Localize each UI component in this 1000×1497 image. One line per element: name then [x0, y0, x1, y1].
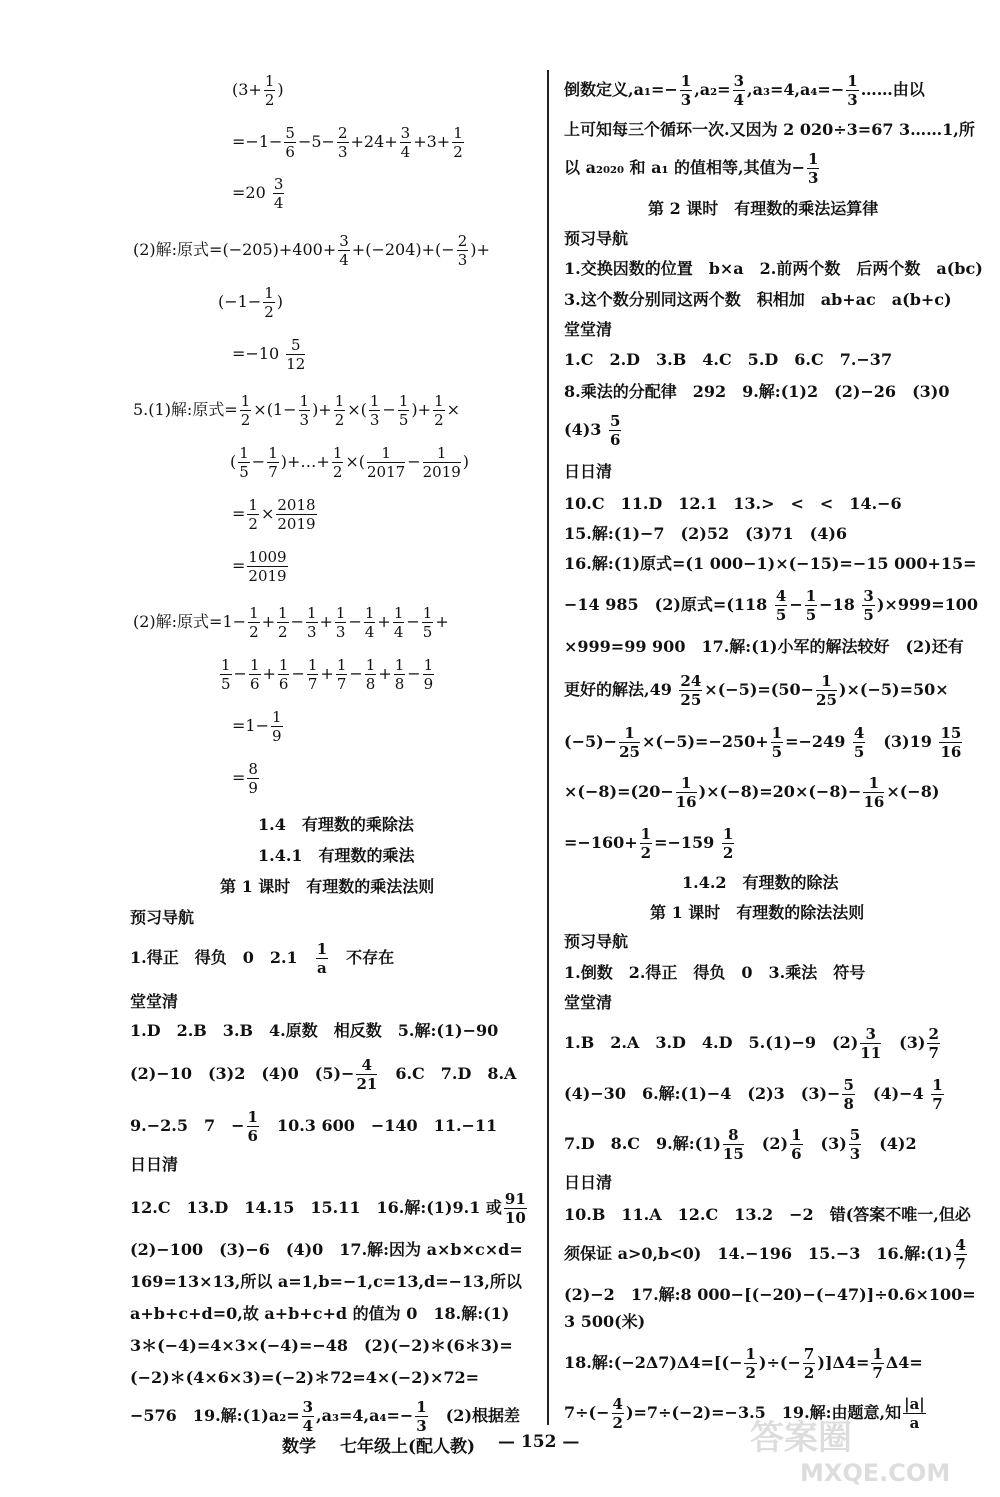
- footer-grade: 七年级上(配人教): [340, 1437, 476, 1457]
- watermark-logo: [740, 1409, 980, 1489]
- math-line: = $\frac{1009}{2019}$: [232, 548, 287, 585]
- subsection-heading: 1.4.2 有理数的除法: [682, 873, 839, 892]
- answer-line: 更好的解法,49 $\frac{24}{25}$ ×(−5)=(50− $\frac{1}{25}$ )×(−5)=50×: [564, 672, 949, 709]
- answer-line: 倒数定义,a₁=− $\frac{1}{3}$ ,a₂= $\frac{3}{4}$ ,a₃=4,a₄=− $\frac{1}{3}$ ……由以: [564, 72, 925, 109]
- lesson-heading: 第 1 课时 有理数的乘法法则: [220, 877, 435, 896]
- answer-line: 以 a₂₀₂₀ 和 a₁ 的值相等,其值为− $\frac{1}{3}$: [564, 150, 819, 187]
- math-line: = $\frac{8}{9}$: [232, 760, 258, 797]
- answer-line: 1.B 2.A 3.D 4.D 5.(1)−9 (2) $\frac{3}{11}$ (3) $\frac{2}{7}$: [564, 1025, 939, 1062]
- part-label: 堂堂清: [564, 993, 613, 1012]
- lesson-heading: 第 2 课时 有理数的乘法运算律: [648, 199, 879, 218]
- answer-line: 169=13×13,所以 a=1,b=−1,c=13,d=−13,所以: [130, 1272, 522, 1291]
- math-line: ( $\frac{1}{5}$ − $\frac{1}{7}$ )+…+ $\frac{1}{2}$ ×( $\frac{1}{2017}$ − $\frac{1}{2019}$ ): [230, 444, 470, 481]
- answer-line: −14 985 (2)原式=(118 $\frac{4}{5}$ − $\frac{1}{5}$ −18 $\frac{3}{5}$ )×999=100: [564, 587, 979, 624]
- lesson-heading: 第 1 课时 有理数的除法法则: [650, 903, 865, 922]
- part-label: 预习导航: [130, 908, 195, 927]
- answer-line: 18.解:(−2Δ7)Δ4=[(− $\frac{1}{2}$ )÷(− $\frac{7}{2}$ )]Δ4= $\frac{1}{7}$ Δ4=: [564, 1345, 923, 1382]
- answer-line: (−2)＊(4×6×3)=(−2)＊72=4×(−2)×72=: [130, 1368, 480, 1387]
- answer-line: 1.C 2.D 3.B 4.C 5.D 6.C 7.−37: [564, 350, 893, 369]
- answer-line: (2)−100 (3)−6 (4)0 17.解:因为 a×b×c×d=: [130, 1240, 523, 1259]
- answer-line: (4)3 $\frac{5}{6}$: [564, 412, 621, 449]
- math-line: = $\frac{1}{2}$ × $\frac{2018}{2019}$: [232, 496, 316, 533]
- answer-line: 7.D 8.C 9.解:(1) $\frac{8}{15}$ (2) $\frac{1}{6}$ (3) $\frac{5}{3}$ (4)2: [564, 1126, 917, 1163]
- answer-line: 10.B 11.A 12.C 13.2 −2 错(答案不唯一,但必: [564, 1205, 971, 1224]
- answer-line: 7÷(− $\frac{4}{2}$ )=7÷(−2)=−3.5 19.解:由题意,知 $\frac{|a|}{a}$: [564, 1395, 925, 1432]
- column-divider: [547, 70, 549, 1425]
- answer-line: 1.得正 得负 0 2.1 $\frac{1}{a}$ 不存在: [130, 940, 395, 977]
- answer-line: 1.交换因数的位置 b×a 2.前两个数 后两个数 a(bc): [564, 259, 983, 278]
- part-label: 堂堂清: [130, 992, 179, 1011]
- math-line: (2)解:原式=1− $\frac{1}{2}$ + $\frac{1}{2}$ − $\frac{1}{3}$ + $\frac{1}{3}$ − $\frac{1}{4}$ + $\frac{1}{4}$ − $\frac{1}{5}$ +: [133, 604, 449, 641]
- answer-line: 上可知每三个循环一次.又因为 2 020÷3=67 3……1,所: [564, 120, 975, 139]
- math-line: (3+ $\frac{1}{2}$ ): [232, 72, 284, 109]
- answer-line: 8.乘法的分配律 292 9.解:(1)2 (2)−26 (3)0: [564, 382, 950, 401]
- answer-line: (2)−2 17.解:8 000−[(−20)−(−47)]÷0.6×100=: [564, 1285, 976, 1304]
- answer-line: ×999=99 900 17.解:(1)小军的解法较好 (2)还有: [564, 637, 964, 656]
- page-number: — 152 —: [498, 1432, 580, 1452]
- answer-line: =−160+ $\frac{1}{2}$ =−159 $\frac{1}{2}$: [564, 825, 734, 862]
- answer-line: −576 19.解:(1)a₂= $\frac{3}{4}$ ,a₃=4,a₄=− $\frac{1}{3}$ (2)根据差: [130, 1398, 521, 1435]
- fraction: $\frac{1}{2}$: [264, 72, 275, 109]
- answer-line: 3.这个数分别同这两个数 积相加 ab+ac a(b+c): [564, 290, 952, 309]
- answer-line: a+b+c+d=0,故 a+b+c+d 的值为 0 18.解:(1): [130, 1304, 510, 1323]
- math-line: =−10 $\frac{5}{12}$: [232, 336, 306, 373]
- part-label: 日日清: [564, 462, 613, 481]
- footer-subject: 数学: [282, 1437, 316, 1457]
- watermark-text: 答案圈: [750, 1418, 852, 1458]
- math-line: =−1− $\frac{5}{6}$ −5− $\frac{2}{3}$ +24+ $\frac{3}{4}$ +3+ $\frac{1}{2}$: [232, 124, 463, 161]
- answer-line: 16.解:(1)原式=(1 000−1)×(−15)=−15 000+15=: [564, 554, 977, 573]
- part-label: 日日清: [130, 1155, 179, 1174]
- answer-line: 15.解:(1)−7 (2)52 (3)71 (4)6: [564, 524, 848, 543]
- math-line: 5.(1)解:原式= $\frac{1}{2}$ ×(1− $\frac{1}{3}$ )+ $\frac{1}{2}$ ×( $\frac{1}{3}$ − $\frac{1}{5}$ )+ $\frac{1}{2}$ ×: [133, 392, 461, 429]
- subsection-heading: 1.4.1 有理数的乘法: [258, 846, 415, 865]
- answer-line: ×(−8)=(20− $\frac{1}{16}$ )×(−8)=20×(−8)− $\frac{1}{16}$ ×(−8): [564, 774, 940, 811]
- part-label: 预习导航: [564, 229, 629, 248]
- answer-line: (4)−30 6.解:(1)−4 (2)3 (3)− $\frac{5}{8}$ (4)−4 $\frac{1}{7}$: [564, 1076, 943, 1113]
- answer-line: 3 500(米): [564, 1312, 646, 1331]
- answer-line: (2)−10 (3)2 (4)0 (5)− $\frac{4}{21}$ 6.C 7.D 8.A: [130, 1056, 517, 1093]
- math-line: (−1− $\frac{1}{2}$ ): [218, 284, 284, 321]
- answer-line: 1.D 2.B 3.B 4.原数 相反数 5.解:(1)−90: [130, 1021, 499, 1040]
- answer-line: 1.倒数 2.得正 得负 0 3.乘法 符号: [564, 963, 866, 982]
- section-heading: 1.4 有理数的乘除法: [258, 815, 414, 834]
- answer-line: 12.C 13.D 14.15 15.11 16.解:(1)9.1 或 $\frac{91}{10}$: [130, 1190, 526, 1227]
- answer-line: 3＊(−4)=4×3×(−4)=−48 (2)(−2)＊(6＊3)=: [130, 1336, 513, 1355]
- answer-line: 9.−2.5 7 − $\frac{1}{6}$ 10.3 600 −140 11.−11: [130, 1108, 498, 1145]
- answer-line: (−5)− $\frac{1}{25}$ ×(−5)=−250+ $\frac{1}{5}$ =−249 $\frac{4}{5}$ (3)19 $\frac{15}{16}$: [564, 724, 962, 761]
- math-line: =20 $\frac{3}{4}$: [232, 175, 284, 212]
- part-label: 堂堂清: [564, 320, 613, 339]
- part-label: 预习导航: [564, 932, 629, 951]
- math-line: $\frac{1}{5}$ − $\frac{1}{6}$ + $\frac{1}{6}$ − $\frac{1}{7}$ + $\frac{1}{7}$ − $\frac{1}{8}$ + $\frac{1}{8}$ − $\frac{1}{9}$: [221, 656, 434, 693]
- part-label: 日日清: [564, 1173, 613, 1192]
- answer-line: 须保证 a>0,b<0) 14.−196 15.−3 16.解:(1) $\frac{4}{7}$: [564, 1236, 966, 1273]
- watermark-domain: MXQE.COM: [800, 1459, 951, 1487]
- math-line: (2)解:原式=(−205)+400+ $\frac{3}{4}$ +(−204)+(− $\frac{2}{3}$ )+: [133, 232, 490, 269]
- answer-line: 10.C 11.D 12.1 13.> < < 14.−6: [564, 494, 902, 513]
- math-line: =1− $\frac{1}{9}$: [232, 708, 282, 745]
